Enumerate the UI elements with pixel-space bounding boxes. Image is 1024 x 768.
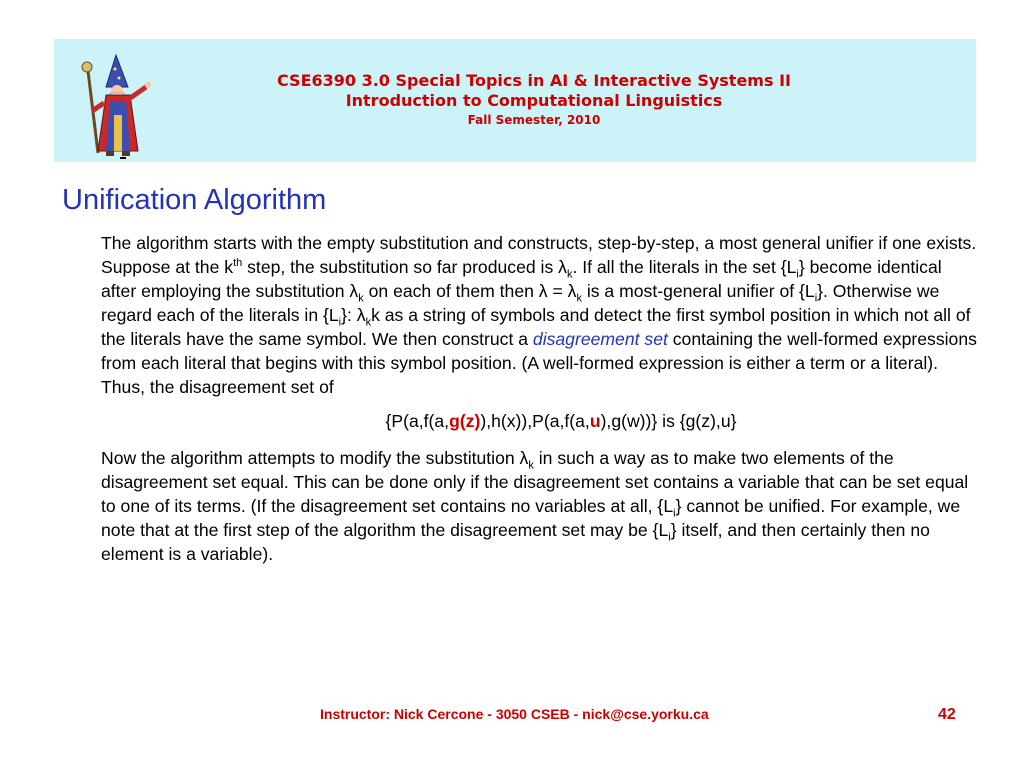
highlight-u: u bbox=[589, 411, 601, 431]
course-title: CSE6390 3.0 Special Topics in AI & Interactive Systems II bbox=[277, 71, 791, 90]
page-number: 42 bbox=[938, 706, 956, 723]
slide-title: Unification Algorithm bbox=[62, 184, 327, 216]
wizard-logo-icon bbox=[76, 53, 156, 161]
course-subtitle: Introduction to Computational Linguistics bbox=[345, 91, 723, 110]
semester: Fall Semester, 2010 bbox=[467, 113, 601, 127]
paragraph-1: The algorithm starts with the empty substitution and constructs, step-by-step, a most general unifier if one exists. Suppose at the $k^{th}$ step, the substitution so far produced is $\lambda_k$. If all the literals in the set $\{L_i\}$ become identical after employing the substitution $\lambda_k$ on each of them then $\lambda = \lambda_k$ is a most-general unifier of $\{L_i\}$. Otherwise we regard each of the literals in $\{L_i\}$: $\lambda_kk$ as a string of symbols and detect the first symbol position in which not all of the literals have the same symbol. We then construct a disagreement set containing the well-formed expressions from each literal that begins with this symbol position. (A well-formed expression is either a term or a literal). Thus, the disagreement set of bbox=[101, 233, 977, 397]
formula: {P(a,f(a,g(z)),h(x)),P(a,f(a,u),g(w))} is {g(z),u} bbox=[385, 411, 737, 431]
paragraph-2: Now the algorithm attempts to modify the substitution $\lambda_k$ in such a way as to make two elements of the disagreement set equal. This can be done only if the disagreement set contains a variable that can be set equal to one of its terms. (If the disagreement set contains no variables at all, $\{L_i\}$ cannot be unified. For example, we note that at the first step of the algorithm the disagreement set may be $\{L_i\}$ itself, and then certainly then no element is a variable). bbox=[101, 448, 969, 564]
header-banner bbox=[54, 39, 976, 162]
footer-instructor: Instructor: Nick Cercone - 3050 CSEB - nick@cse.yorku.ca bbox=[320, 706, 709, 722]
slide-body bbox=[101, 231, 981, 566]
highlight-gz: g(z) bbox=[449, 411, 481, 431]
course-info bbox=[204, 71, 864, 129]
emphasis-term: disagreement set bbox=[532, 329, 668, 349]
